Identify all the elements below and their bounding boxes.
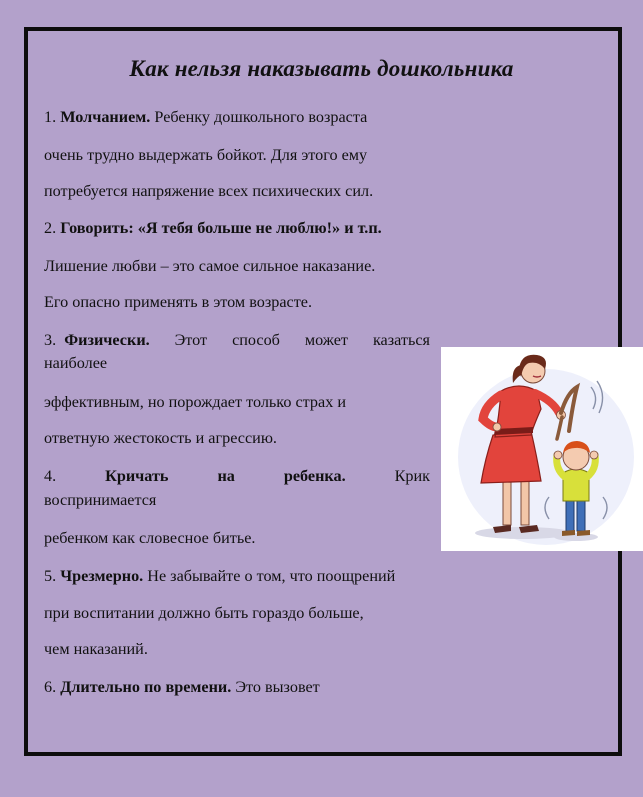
- mother-scolding-child-illustration: [441, 347, 643, 551]
- item-number: 5.: [44, 567, 57, 585]
- item-2-line-2: Его опасно применять в этом возрасте.: [44, 293, 313, 311]
- item-1-line-2: очень трудно выдержать бойкот. Для этого ему: [44, 146, 368, 164]
- item-heading: Физически.: [64, 331, 150, 349]
- item-5-heading-line: [44, 566, 395, 586]
- item-5-line-3: чем наказаний.: [44, 640, 148, 658]
- item-word: казаться: [372, 331, 430, 349]
- item-number: 4.: [44, 467, 57, 485]
- item-3-line-4: ответную жестокость и агрессию.: [44, 429, 277, 447]
- item-heading: Говорить: «Я тебя больше не люблю!» и т.п.: [60, 219, 382, 237]
- item-number: 1.: [44, 108, 57, 126]
- item-heading-word: ребенка.: [283, 467, 346, 485]
- page-title: Как нельзя наказывать дошкольника: [129, 56, 514, 81]
- item-5-line-2: при воспитании должно быть гораздо больше,: [44, 604, 364, 622]
- item-6-heading-line: [44, 677, 320, 697]
- item-text: Не забывайте о том, что поощрений: [147, 567, 396, 585]
- item-number-heading: [44, 330, 150, 350]
- item-word: способ: [232, 331, 280, 349]
- item-heading: Молчанием.: [60, 108, 151, 126]
- item-word: Этот: [174, 331, 208, 349]
- item-heading: Длительно по времени.: [60, 678, 232, 696]
- item-word: может: [304, 331, 349, 349]
- item-number: 3.: [44, 331, 57, 349]
- item-4-line-3: ребенком как словесное битье.: [44, 529, 256, 547]
- item-3-heading-line: [44, 330, 430, 350]
- item-2-line-1: Лишение любви – это самое сильное наказание.: [44, 257, 376, 275]
- item-heading-word: на: [217, 467, 235, 485]
- item-heading: Чрезмерно.: [60, 567, 144, 585]
- item-4-line-2: воспринимается: [44, 491, 157, 509]
- item-word: Крик: [394, 467, 430, 485]
- item-4-heading-line: [44, 466, 430, 486]
- item-1-line-3: потребуется напряжение всех психических сил.: [44, 182, 374, 200]
- item-heading-word: Кричать: [105, 467, 169, 485]
- item-3-line-2: наиболее: [44, 354, 108, 372]
- item-text: Это вызовет: [235, 678, 320, 696]
- item-2-heading-line: [44, 218, 382, 238]
- item-text: Ребенку дошкольного возраста: [154, 108, 368, 126]
- item-3-line-3: эффективным, но порождает только страх и: [44, 393, 347, 411]
- item-number: 6.: [44, 678, 57, 696]
- item-number: 2.: [44, 219, 57, 237]
- item-1-heading-line: [44, 107, 367, 127]
